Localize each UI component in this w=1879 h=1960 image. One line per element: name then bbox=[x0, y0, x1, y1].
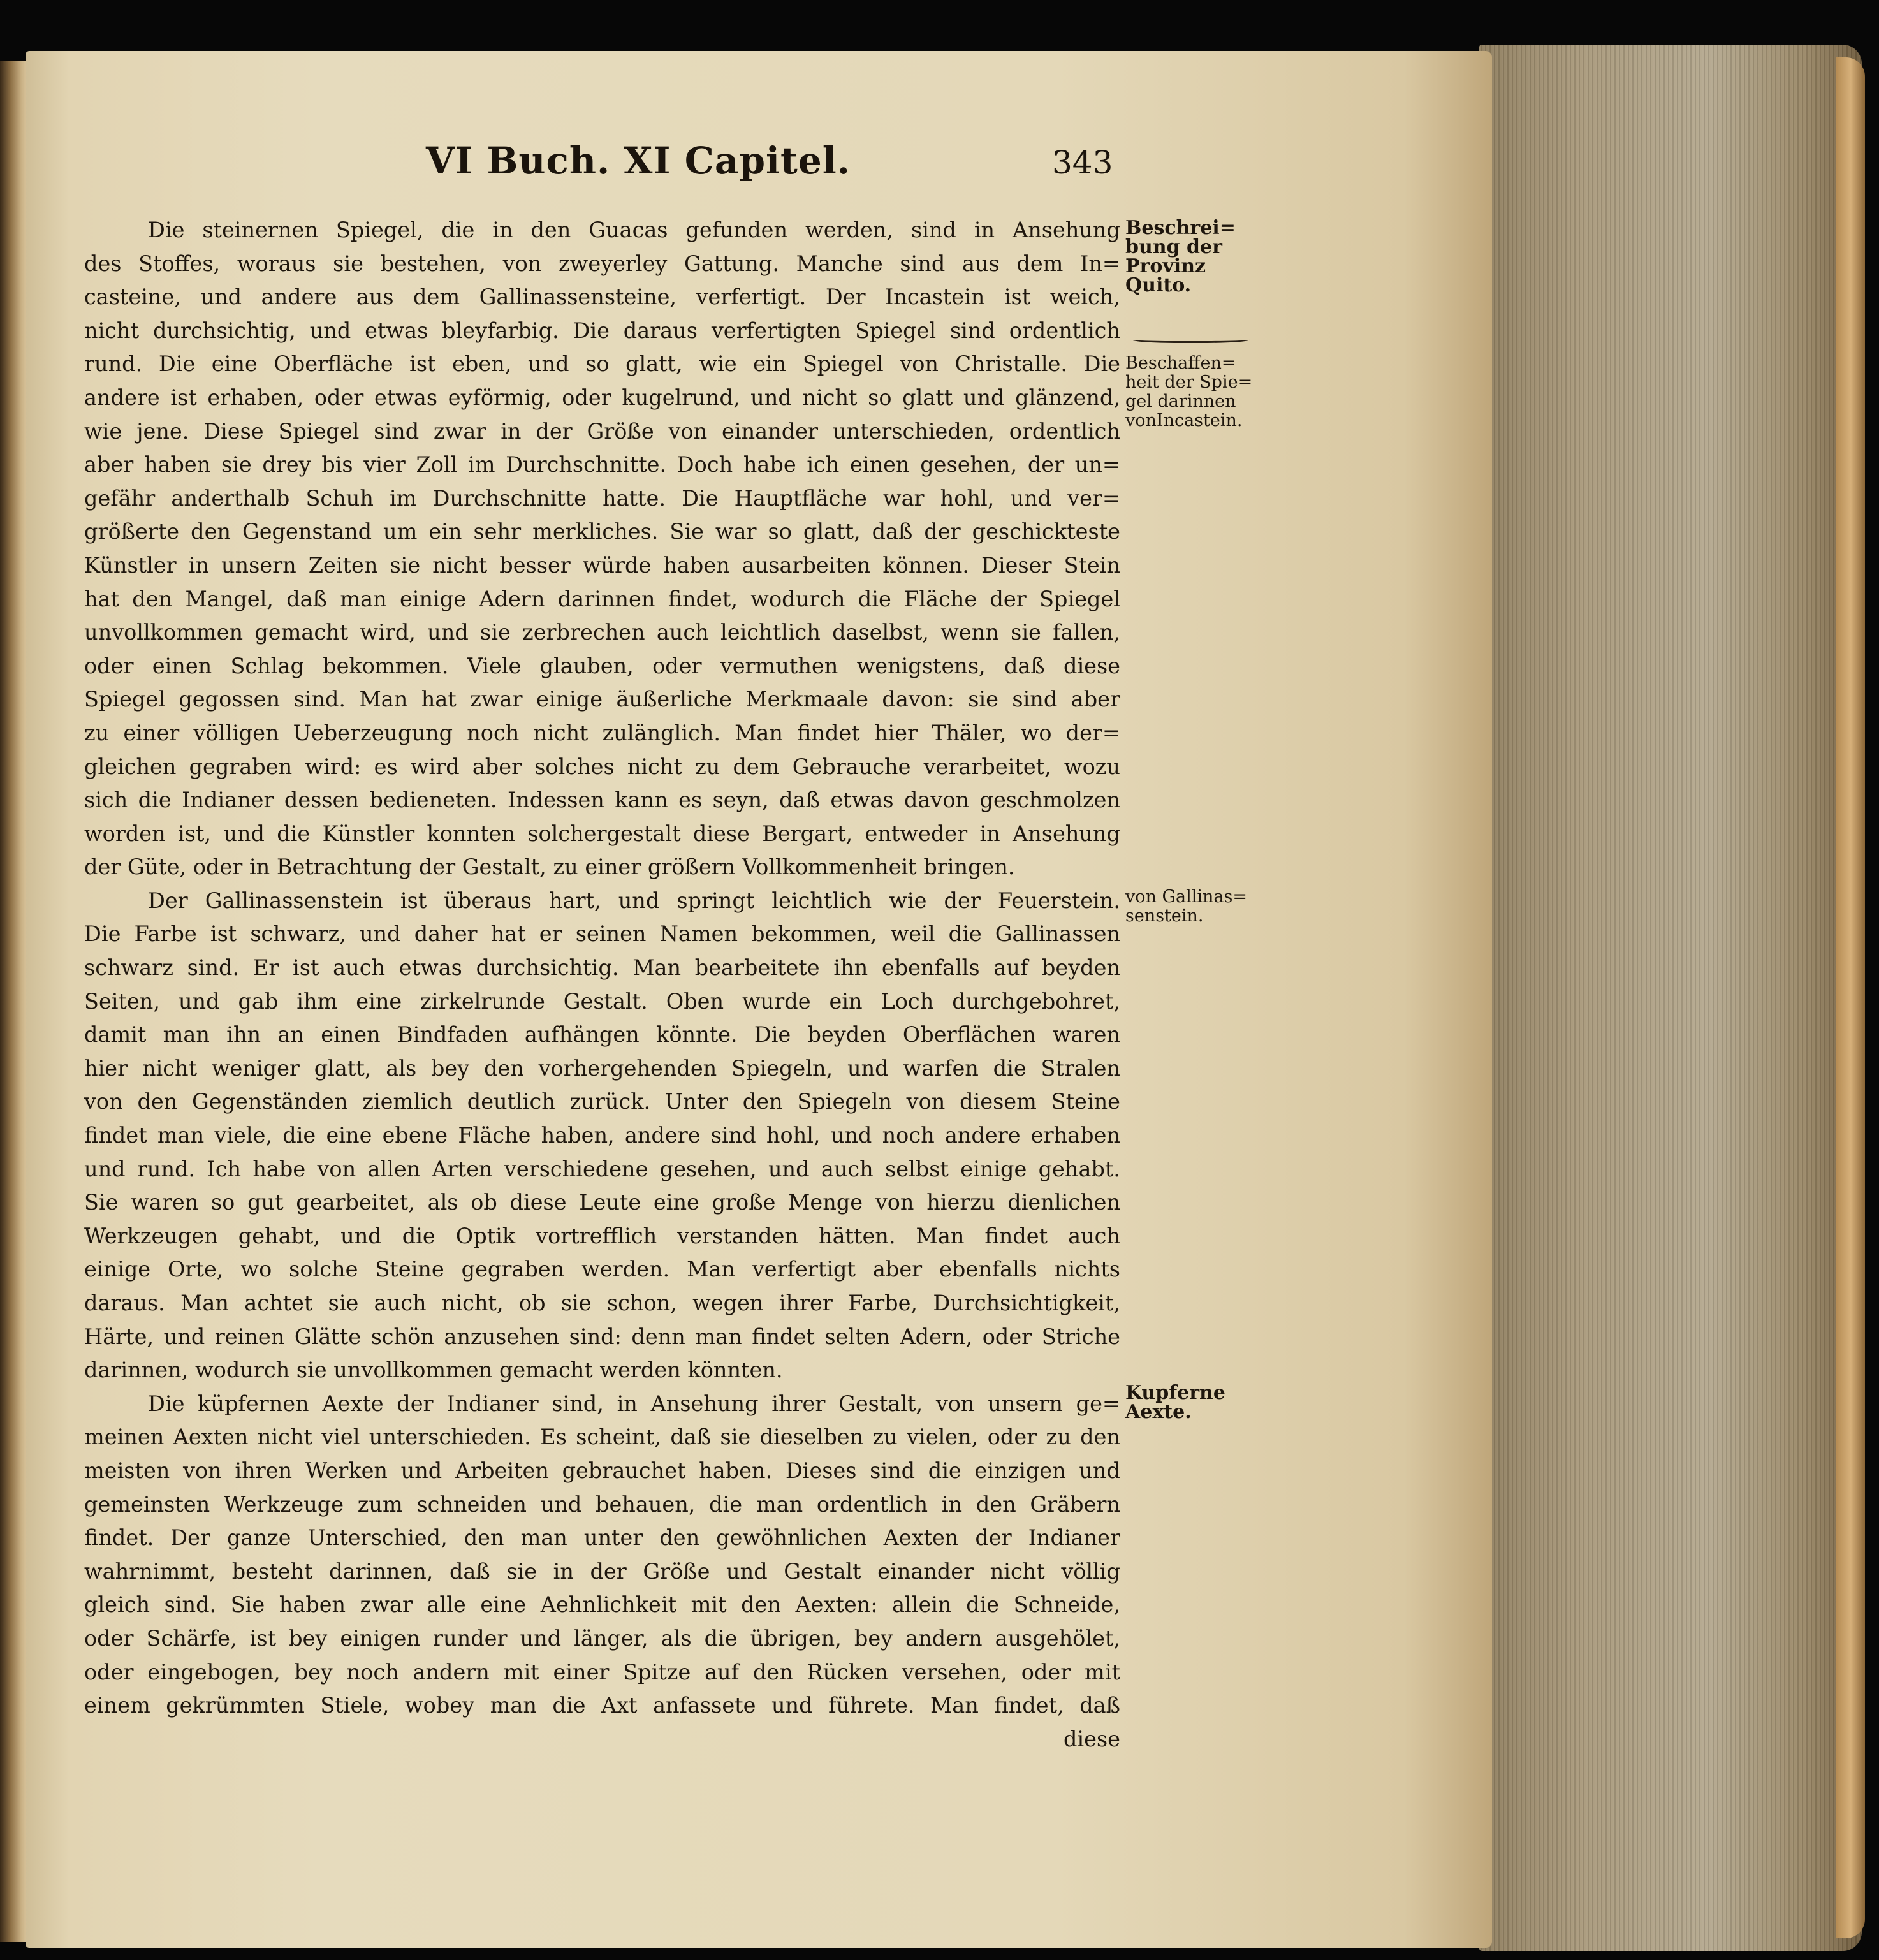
text-line: zu einer völligen Ueberzeugung noch nicht zulänglich. Man findet hier Thäler, wo der= bbox=[84, 720, 1120, 745]
text-line: der Güte, oder in Betrachtung der Gestalt, zu einer größern Vollkommenheit bringen. bbox=[84, 854, 1015, 880]
text-line: Der Gallinassenstein ist überaus hart, und springt leichtlich wie der Feuerstein. bbox=[148, 888, 1120, 913]
text-line: Härte, und reinen Glätte schön anzusehen sind: denn man findet selten Adern, oder Striche bbox=[84, 1324, 1120, 1349]
text-line: gleich sind. Sie haben zwar alle eine Aehnlichkeit mit den Aexten: allein die Schneide, bbox=[84, 1592, 1120, 1618]
text-line: einem gekrümmten Stiele, wobey man die Axt anfassete und führete. Man findet, daß bbox=[84, 1693, 1120, 1718]
text-line: Sie waren so gut gearbeitet, als ob diese Leute eine große Menge von hierzu dienlichen bbox=[84, 1190, 1120, 1215]
text-line: hier nicht weniger glatt, als bey den vorhergehenden Spiegeln, und warfen die Stralen bbox=[84, 1055, 1120, 1081]
margin-note-line: von Gallinas= bbox=[1125, 887, 1248, 907]
margin-note-divider bbox=[1132, 335, 1250, 343]
text-line: größerte den Gegenstand um ein sehr merkliches. Sie war so glatt, daß der geschickteste bbox=[84, 519, 1120, 545]
text-line: oder eingebogen, bey noch andern mit einer Spitze auf den Rücken versehen, oder mit bbox=[84, 1659, 1120, 1685]
text-line: findet man viele, die eine ebene Fläche haben, andere sind hohl, und noch andere erhaben bbox=[84, 1123, 1120, 1148]
catchword: diese bbox=[1063, 1726, 1120, 1752]
margin-note-aexte bbox=[1125, 1384, 1225, 1422]
margin-note-line: heit der Spie= bbox=[1125, 372, 1253, 392]
text-line: daraus. Man achtet sie auch nicht, ob sie schon, wegen ihrer Farbe, Durchsichtigkeit, bbox=[84, 1291, 1120, 1315]
text-line: andere ist erhaben, oder etwas eyförmig, oder kugelrund, und nicht so glatt und glänzend, bbox=[84, 384, 1120, 410]
text-line: schwarz sind. Er ist auch etwas durchsichtig. Man bearbeitete ihn ebenfalls auf beyden bbox=[84, 955, 1120, 981]
text-line: rund. Die eine Oberfläche ist eben, und so glatt, wie ein Spiegel von Christalle. Die bbox=[84, 351, 1120, 377]
margin-note-line: Quito. bbox=[1125, 274, 1192, 296]
text-line: meinen Aexten nicht viel unterschieden. Es scheint, daß sie dieselben zu vielen, oder zu den bbox=[84, 1424, 1120, 1450]
text-line: wie jene. Diese Spiegel sind zwar in der Größe von einander unterschieden, ordentlich bbox=[84, 418, 1120, 444]
margin-note-line: Beschaffen= bbox=[1125, 353, 1236, 373]
text-line: meisten von ihren Werken und Arbeiten gebrauchet haben. Dieses sind die einzigen und bbox=[84, 1458, 1120, 1483]
margin-note-line: bung der bbox=[1125, 236, 1222, 258]
text-line: sich die Indianer dessen bedieneten. Indessen kann es seyn, daß etwas davon geschmolzen bbox=[84, 787, 1120, 813]
book-page-edges bbox=[1479, 45, 1862, 1951]
margin-note-gallinas bbox=[1125, 888, 1247, 926]
text-line: oder einen Schlag bekommen. Viele glauben, oder vermuthen wenigstens, daß diese bbox=[84, 653, 1120, 678]
text-line: hat den Mangel, daß man einige Adern darinnen findet, wodurch die Fläche der Spiegel bbox=[84, 586, 1120, 611]
margin-note-line: vonIncastein. bbox=[1125, 411, 1243, 430]
text-line: Seiten, und gab ihm eine zirkelrunde Gestalt. Oben wurde ein Loch durchgebohret, bbox=[84, 988, 1120, 1014]
text-line: worden ist, und die Künstler konnten solchergestalt diese Bergart, entweder in Ansehung bbox=[84, 821, 1120, 846]
text-line: Die Farbe ist schwarz, und daher hat er seinen Namen bekommen, weil die Gallinassen bbox=[84, 921, 1120, 947]
text-line: gleichen gegraben wird: es wird aber solches nicht zu dem Gebrauche verarbeitet, wozu bbox=[84, 754, 1120, 779]
text-line: gefähr anderthalb Schuh im Durchschnitte hatte. Die Hauptfläche war hohl, und ver= bbox=[84, 485, 1120, 511]
text-line: von den Gegenständen ziemlich deutlich zurück. Unter den Spiegeln von diesem Steine bbox=[84, 1089, 1120, 1115]
text-line: gemeinsten Werkzeuge zum schneiden und behauen, die man ordentlich in den Gräbern bbox=[84, 1491, 1120, 1517]
text-line: Spiegel gegossen sind. Man hat zwar einige äußerliche Merkmaale davon: sie sind aber bbox=[84, 687, 1120, 712]
text-line: Die steinernen Spiegel, die in den Guacas gefunden werden, sind in Ansehung bbox=[148, 217, 1120, 242]
text-line: Künstler in unsern Zeiten sie nicht besser würde haben ausarbeiten können. Dieser Stein bbox=[84, 552, 1120, 578]
page-number: 343 bbox=[1052, 144, 1113, 181]
text-line: casteine, und andere aus dem Gallinassensteine, verfertigt. Der Incastein ist weich, bbox=[84, 284, 1120, 310]
main-text-block bbox=[84, 214, 1120, 1756]
margin-note-line: senstein. bbox=[1125, 906, 1204, 926]
text-line: oder Schärfe, ist bey einigen runder und länger, als die übrigen, bey andern ausgehölet, bbox=[84, 1625, 1120, 1651]
text-line: und rund. Ich habe von allen Arten verschiedene gesehen, und auch selbst einige gehabt. bbox=[84, 1156, 1120, 1181]
margin-note-line: Provinz bbox=[1125, 255, 1206, 277]
text-line: unvollkommen gemacht wird, und sie zerbrechen auch leichtlich daselbst, wenn sie fallen, bbox=[84, 620, 1120, 645]
book-cover-edge bbox=[1836, 57, 1865, 1938]
text-line: nicht durchsichtig, und etwas bleyfarbig. Die daraus verfertigten Spiegel sind ordentlich bbox=[84, 318, 1120, 343]
margin-note-spiegel bbox=[1125, 354, 1252, 430]
text-line: Die küpfernen Aexte der Indianer sind, in Ansehung ihrer Gestalt, von unsern ge= bbox=[148, 1391, 1120, 1416]
text-line: darinnen, wodurch sie unvollkommen gemacht werden könnten. bbox=[84, 1357, 783, 1383]
text-line: des Stoffes, woraus sie bestehen, von zweyerley Gattung. Manche sind aus dem In= bbox=[84, 251, 1120, 276]
text-line: aber haben sie drey bis vier Zoll im Durchschnitte. Doch habe ich einen gesehen, der un= bbox=[84, 452, 1120, 478]
left-page-edge bbox=[0, 61, 27, 1942]
text-line: einige Orte, wo solche Steine gegraben werden. Man verfertigt aber ebenfalls nichts bbox=[84, 1257, 1120, 1282]
margin-note-line: Kupferne bbox=[1125, 1382, 1225, 1404]
text-line: wahrnimmt, besteht darinnen, daß sie in der Größe und Gestalt einander nicht völlig bbox=[84, 1558, 1120, 1584]
margin-note-line: Aexte. bbox=[1125, 1401, 1192, 1423]
text-line: findet. Der ganze Unterschied, den man unter den gewöhnlichen Aexten der Indianer bbox=[84, 1525, 1120, 1551]
text-line: Werkzeugen gehabt, und die Optik vortrefflich verstanden hätten. Man findet auch bbox=[84, 1223, 1120, 1248]
text-line: damit man ihn an einen Bindfaden aufhängen könnte. Die beyden Oberflächen waren bbox=[84, 1022, 1120, 1048]
margin-note-line: gel darinnen bbox=[1125, 391, 1236, 411]
margin-note-line: Beschrei= bbox=[1125, 217, 1236, 239]
margin-note-quito bbox=[1125, 219, 1236, 295]
running-title: VI Buch. XI Capitel. bbox=[426, 139, 851, 182]
